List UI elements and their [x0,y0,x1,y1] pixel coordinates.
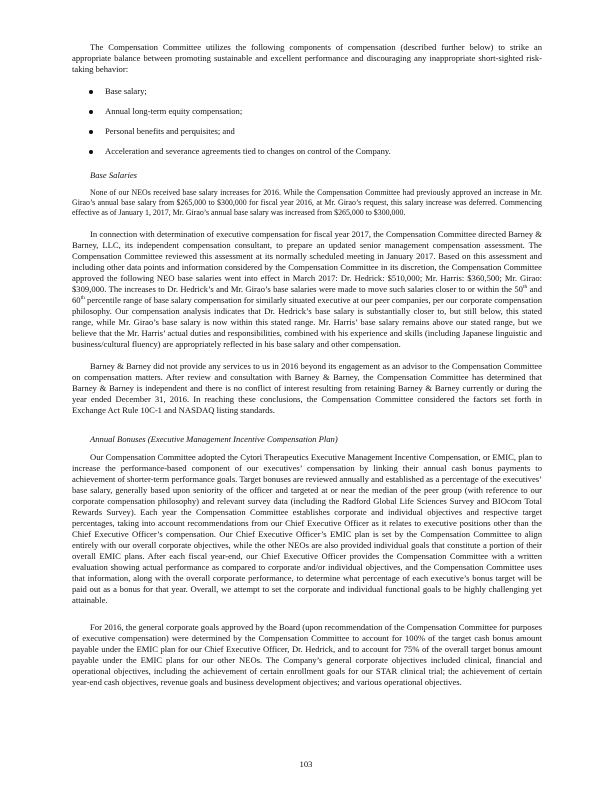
bullet-icon [89,130,93,134]
bullet-icon [89,90,93,94]
base-salaries-paragraph-3: Barney & Barney did not provide any services to us in 2016 beyond its engagement as an advisor to the Compensation Committee on compensation matters. After review and consultation with Barney & Barney, the Compensation Committee has determined that Barney & Barney is independent and there is no conflict of interest resulting from retaining Barney & Barney currently or during the year ended December 31, 2016. In reaching these conclusions, the Compensation Committee considered the factors set forth in Exchange Act Rule 10C-1 and NASDAQ listing standards. [72,361,542,415]
compensation-components-list [72,86,542,157]
intro-paragraph: The Compensation Committee utilizes the following components of compensation (described further below) to strike an appropriate balance between promoting sustainable and excellent performance and discouraging any inappropriate short-sighted risk-taking behavior: [72,42,542,74]
list-item: Base salary; [72,86,542,97]
base-salaries-heading: Base Salaries [90,170,138,180]
list-item: Acceleration and severance agreements tied to changes on control of the Company. [72,146,542,157]
annual-bonuses-paragraph-2: For 2016, the general corporate goals approved by the Board (upon recommendation of the Compensation Committee for purposes of executive compensation) were determined by the Compensation Committee to account for 100% of the target cash bonus amount payable under the EMIC plan for our Chief Executive Officer, Dr. Hedrick, and to account for 75% of the overall target bonus amount payable under the EMIC plans for our other NEOs. The Company’s general corporate objectives included clinical, financial and operational objectives, including the achievement of certain enrollment goals for our STAR clinical trial; the achievement of certain year-end cash objectives, revenue goals and business development objectives; and various operational objectives. [72,622,542,687]
list-item: Personal benefits and perquisites; and [72,126,542,137]
superscript: th [80,295,85,302]
bullet-icon [89,110,93,114]
document-page [72,42,542,688]
base-salaries-paragraph-2: In connection with determination of executive compensation for fiscal year 2017, the Compensation Committee directed Barney & Barney, LLC, its independent compensation consultant, to prepare an updated senior management compensation assessment. The Compensation Committee reviewed this assessment at its normally scheduled meeting in January 2017. Based on this assessment and including other data points and information considered by the Compensation Committee in its discretion, the Compensation Committee approved the following NEO base salaries went into effect in March 2017: Dr. Hedrick: $510,000; Mr. Harris: $360,500; Mr. Girao: $309,000. The increases to Dr. Hedrick’s and Mr. Girao’s base salaries were made to move such salaries closer to or within the 50th and 60th percentile range of base salary compensation for similarly situated executive at our peer companies, per our corporate compensation philosophy. Our compensation analysis indicates that Dr. Hedrick’s base salary is substantially closer to, but still below, this stated range, while Mr. Girao’s base salary is now within this stated range. Mr. Harris’ base salary remains above our stated range, but we believe that the Mr. Harris’ actual duties and responsibilities, combined with his experience and skills (including Japanese linguistic and business/cultural fluency) are appropriately reflected in his base salary and other compensation. [72,229,542,349]
base-salaries-paragraph-1: None of our NEOs received base salary increases for 2016. While the Compensation Committee had previously approved an increase in Mr. Girao’s annual base salary from $265,000 to $300,000 for fiscal year 2016, at Mr. Girao’s request, this salary increase was deferred. Commencing effective as of January 1, 2017, Mr. Girao’s annual base salary was increased from $265,000 to $300,000. [72,188,542,217]
annual-bonuses-paragraph-1: Our Compensation Committee adopted the Cytori Therapeutics Executive Management Incentive Compensation, or EMIC, plan to increase the performance-based component of our executives’ compensation by linking their annual cash bonus payments to achievement of shorter-term performance goals. Target bonuses are reviewed annually and established as a percentage of the executives’ base salary, generally based upon seniority of the officer and targeted at or near the median of the peer group (with reference to our corporate compensation philosophy) and relevant survey data (including the Radford Global Life Sciences Survey and BIOcom Total Rewards Survey). Each year the Compensation Committee establishes corporate and individual objectives and respective target percentages, taking into account recommendations from our Chief Executive Officer as it relates to executive positions other than the Chief Executive Officer’s compensation. Our Chief Executive Officer’s EMIC plan is set by the Compensation Committee to align entirely with our overall corporate objectives, while the other NEOs are also provided individual goals that constitute a portion of their overall EMIC plans. After each fiscal year-end, our Chief Executive Officer provides the Compensation Committee with a written evaluation showing actual performance as compared to corporate and/or individual objectives, and the Compensation Committee uses that information, along with the overall corporate performance, to determine what percentage of each executive’s bonus target will be paid out as a bonus for that year. Overall, we attempt to set the corporate and individual functional goals to be highly challenging yet attainable. [72,452,542,605]
superscript: th [522,284,528,291]
annual-bonuses-heading: Annual Bonuses (Executive Management Incentive Compensation Plan) [90,434,338,444]
list-item: Annual long-term equity compensation; [72,106,542,117]
page-number: 103 [299,759,313,769]
bullet-icon [89,150,93,154]
